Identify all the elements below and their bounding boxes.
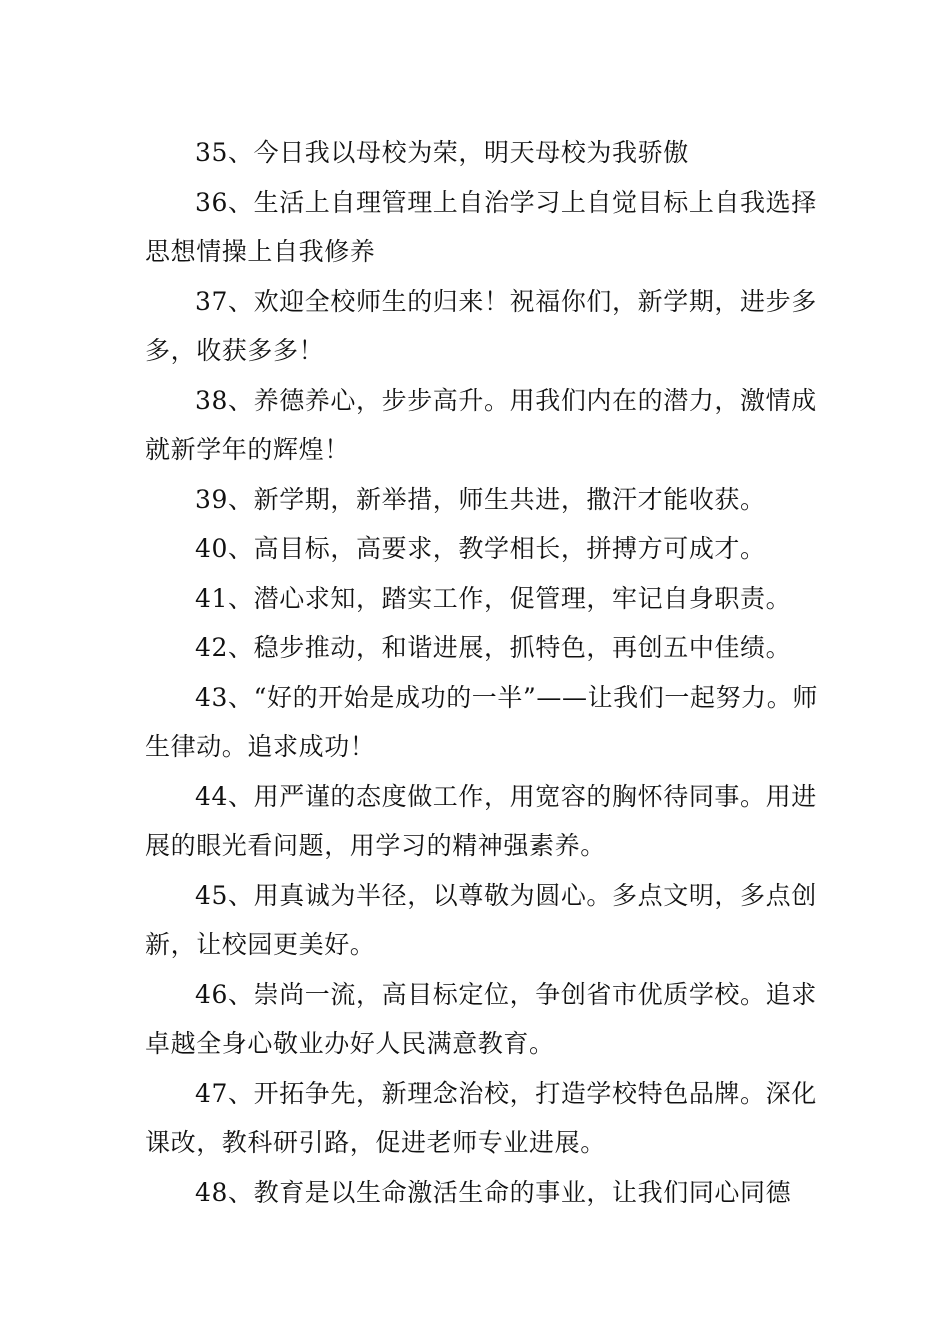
paragraph-40: 40、高目标，高要求，教学相长，拼搏方可成才。 — [195, 534, 766, 563]
paragraph-39: 39、新学期，新举措，师生共进，撒汗才能收获。 — [195, 484, 766, 514]
paragraph-36: 36、生活上自理管理上自治学习上自觉目标上自我选择思想情操上自我修养 — [145, 187, 817, 266]
paragraph-41: 41、潜心求知，踏实工作，促管理，牢记自身职责。 — [195, 583, 792, 613]
paragraph-43: 43、“好的开始是成功的一半”——让我们一起努力。师生律动。追求成功！ — [145, 682, 818, 761]
paragraph-35: 35、今日我以母校为荣，明天母校为我骄傲 — [195, 138, 689, 167]
paragraph-44: 44、用严谨的态度做工作，用宽容的胸怀待同事。用进展的眼光看问题，用学习的精神强素养。 — [145, 781, 817, 860]
document-body — [145, 128, 825, 1217]
paragraph-48: 48、教育是以生命激活生命的事业，让我们同心同德 — [195, 1177, 792, 1207]
paragraph-46: 46、崇尚一流，高目标定位，争创省市优质学校。追求卓越全身心敬业办好人民满意教育。 — [145, 979, 817, 1058]
paragraph-47: 47、开拓争先，新理念治校，打造学校特色品牌。深化课改，教科研引路，促进老师专业进展。 — [145, 1078, 817, 1157]
paragraph-42: 42、稳步推动，和谐进展，抓特色，再创五中佳绩。 — [195, 633, 792, 662]
paragraph-37: 37、欢迎全校师生的归来！祝福你们，新学期，进步多多，收获多多！ — [145, 286, 817, 365]
paragraph-38: 38、养德养心，步步高升。用我们内在的潜力，激情成就新学年的辉煌！ — [145, 385, 817, 464]
paragraph-45: 45、用真诚为半径，以尊敬为圆心。多点文明，多点创新，让校园更美好。 — [145, 880, 817, 959]
